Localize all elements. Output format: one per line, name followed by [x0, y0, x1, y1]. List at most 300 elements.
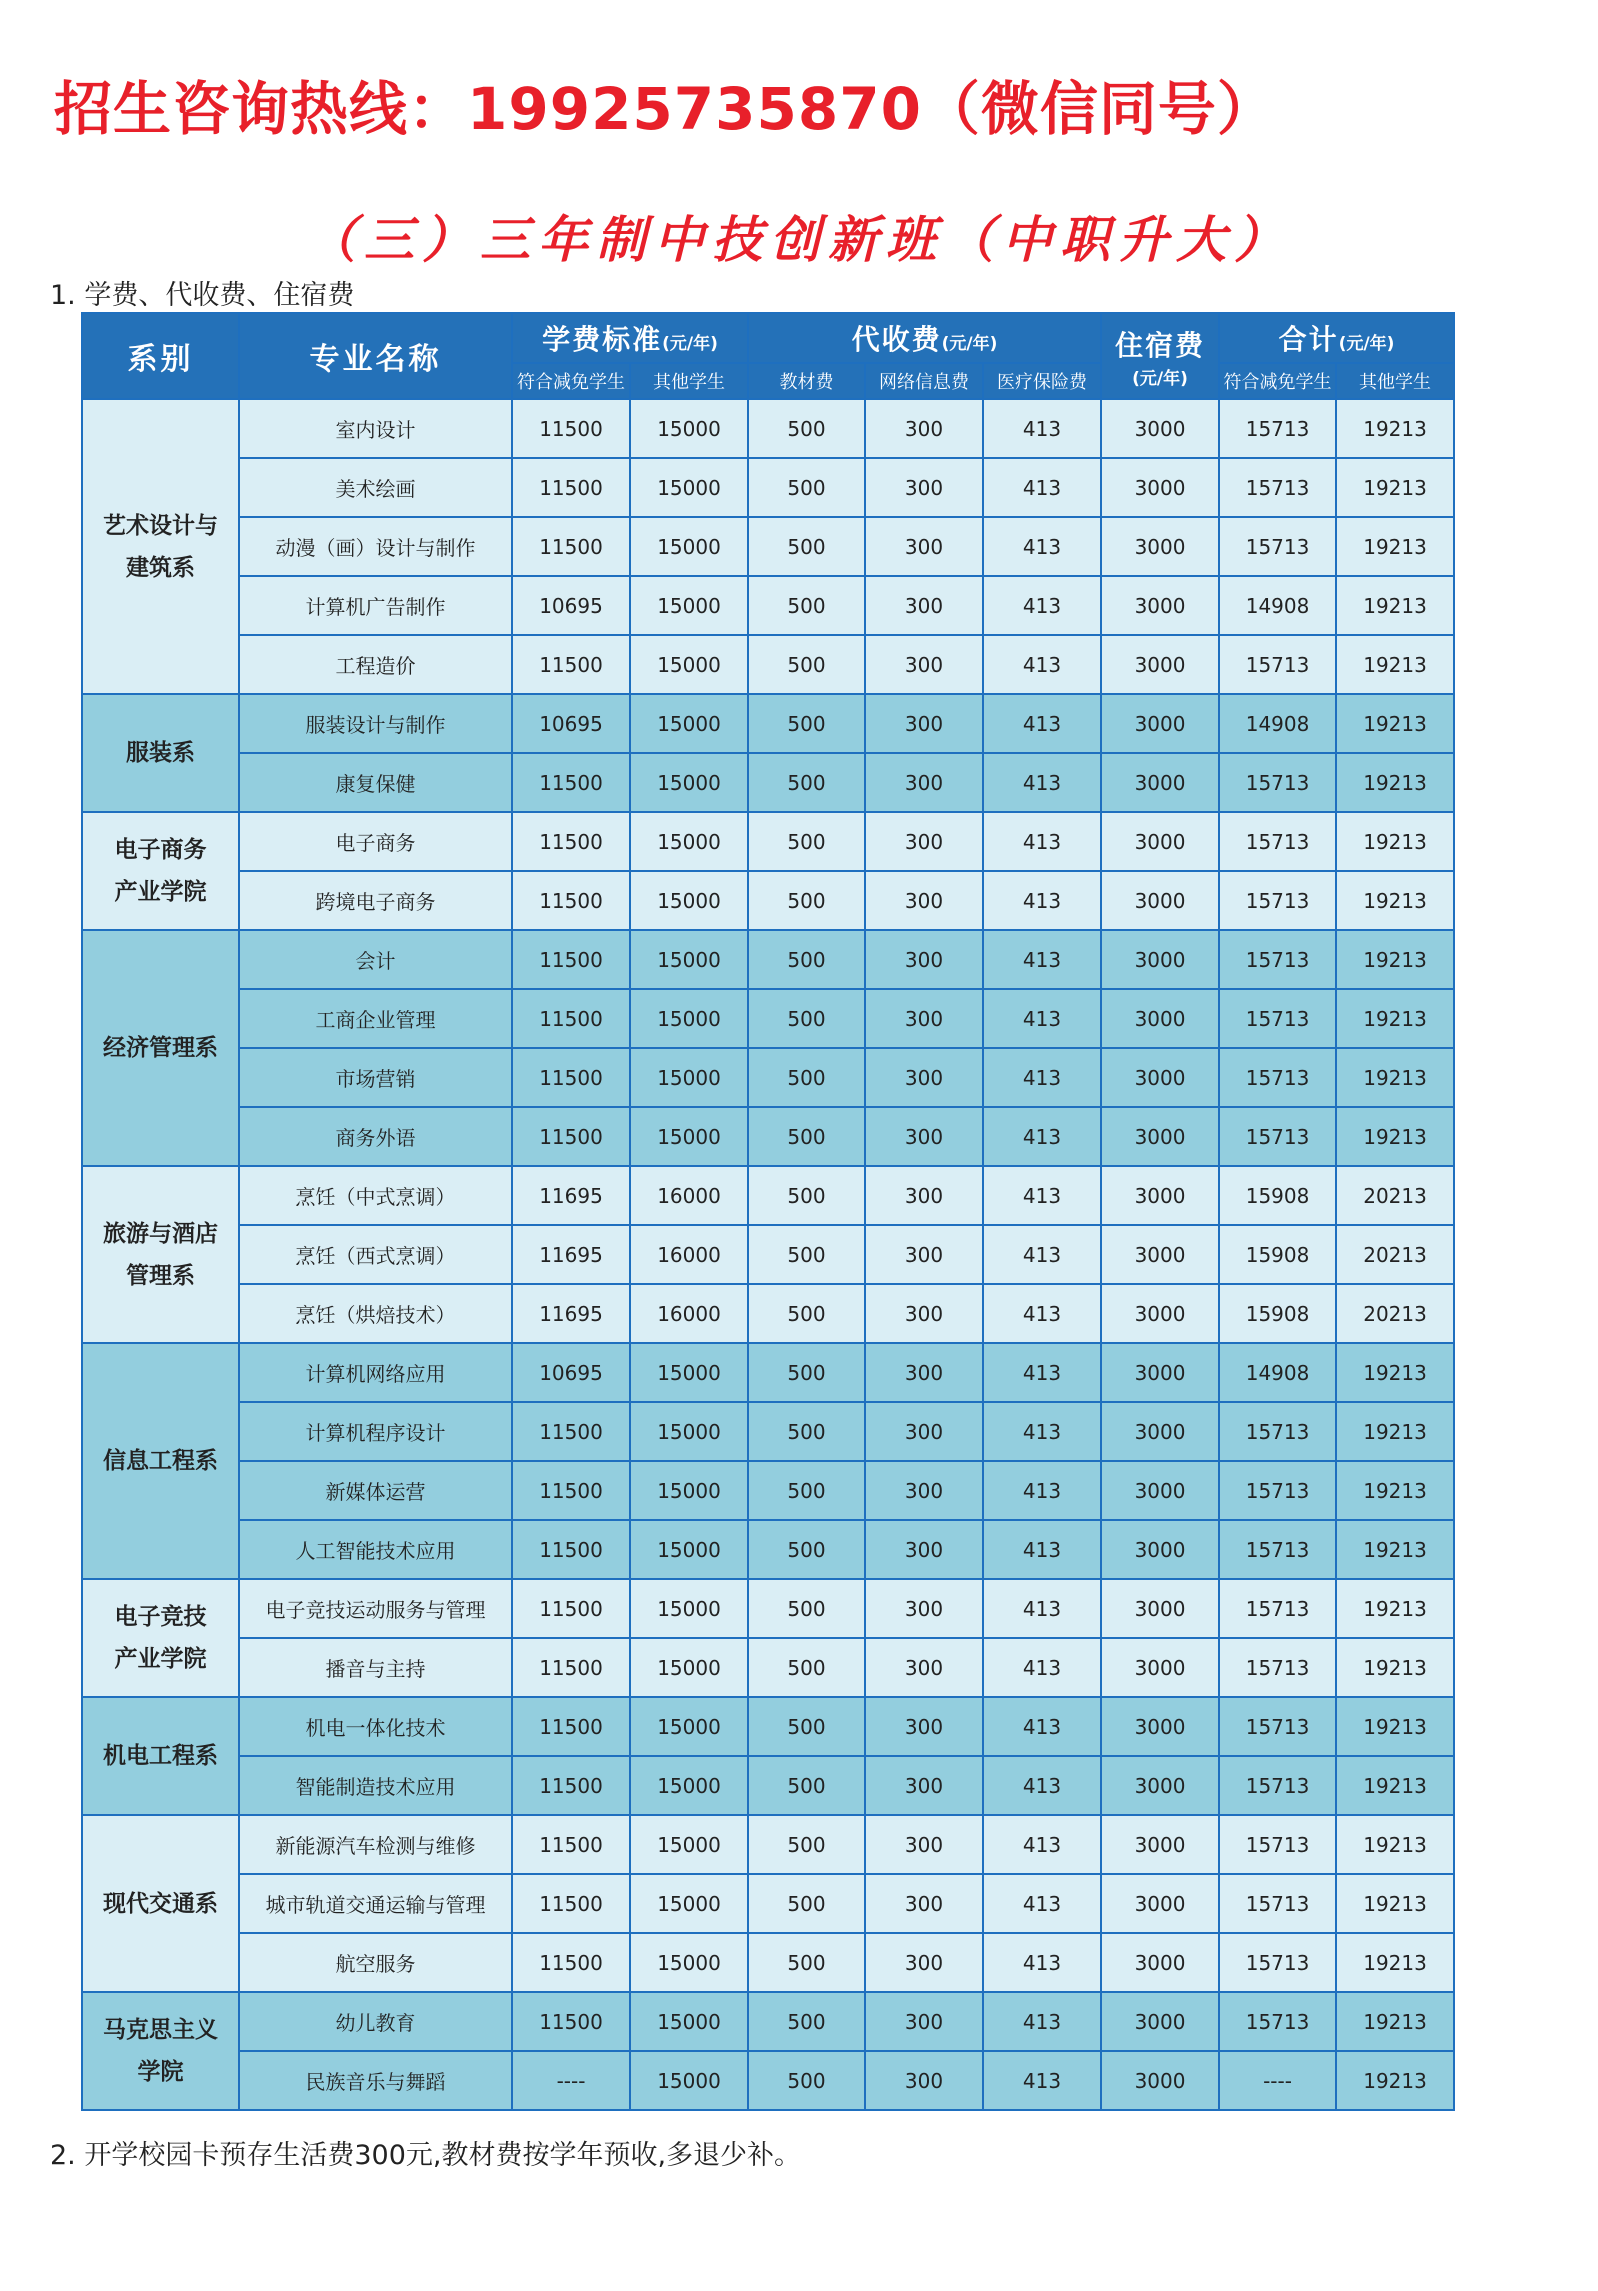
fee-cell: 500 [748, 871, 865, 930]
fee-cell: 413 [983, 989, 1101, 1048]
fee-cell: 15000 [630, 1343, 748, 1402]
fee-cell: 15000 [630, 1107, 748, 1166]
fee-cell: 413 [983, 1225, 1101, 1284]
fee-cell: 14908 [1219, 576, 1336, 635]
major-cell: 新能源汽车检测与维修 [239, 1815, 512, 1874]
fee-cell: 500 [748, 458, 865, 517]
major-cell: 机电一体化技术 [239, 1697, 512, 1756]
table-row [82, 1461, 1454, 1520]
table-row [82, 1697, 1454, 1756]
fee-cell: 19213 [1336, 1756, 1454, 1815]
fee-cell: 500 [748, 635, 865, 694]
fee-cell: 413 [983, 1166, 1101, 1225]
fee-cell: 500 [748, 812, 865, 871]
fee-cell: 19213 [1336, 1815, 1454, 1874]
fee-cell: 15713 [1219, 1461, 1336, 1520]
fee-cell: 19213 [1336, 1343, 1454, 1402]
fee-cell: 300 [865, 694, 983, 753]
fee-cell: 500 [748, 1638, 865, 1697]
dept-cell: 艺术设计与 建筑系 [82, 399, 239, 694]
fee-cell: 15000 [630, 1874, 748, 1933]
subheader-network-fee: 网络信息费 [865, 363, 983, 399]
fee-cell: 15908 [1219, 1225, 1336, 1284]
fee-cell: 15000 [630, 1402, 748, 1461]
fee-cell: 413 [983, 753, 1101, 812]
fee-cell: 11500 [512, 871, 630, 930]
fee-cell: 16000 [630, 1225, 748, 1284]
major-cell: 幼儿教育 [239, 1992, 512, 2051]
major-cell: 烹饪（中式烹调） [239, 1166, 512, 1225]
major-cell: 服装设计与制作 [239, 694, 512, 753]
fee-cell: 413 [983, 812, 1101, 871]
fee-cell: 413 [983, 1461, 1101, 1520]
fee-cell: 500 [748, 1579, 865, 1638]
fee-cell: 500 [748, 1933, 865, 1992]
fee-cell: 500 [748, 1992, 865, 2051]
fee-cell: 413 [983, 1579, 1101, 1638]
fee-cell: 413 [983, 1874, 1101, 1933]
fee-cell: 20213 [1336, 1225, 1454, 1284]
program-title: （三）三年制中技创新班（中职升大） [306, 211, 1292, 269]
fee-cell: 3000 [1101, 458, 1219, 517]
fee-cell: 300 [865, 635, 983, 694]
fee-cell: 19213 [1336, 576, 1454, 635]
table-row [82, 576, 1454, 635]
fee-cell: 300 [865, 871, 983, 930]
fee-cell: 500 [748, 1048, 865, 1107]
table-row [82, 1284, 1454, 1343]
fee-cell: 15713 [1219, 1815, 1336, 1874]
fee-cell: 15713 [1219, 635, 1336, 694]
fee-cell: 300 [865, 1992, 983, 2051]
fee-cell: 15000 [630, 694, 748, 753]
major-cell: 电子商务 [239, 812, 512, 871]
table-row [82, 1933, 1454, 1992]
major-cell: 电子竞技运动服务与管理 [239, 1579, 512, 1638]
fee-cell: 3000 [1101, 1284, 1219, 1343]
fee-cell: 3000 [1101, 930, 1219, 989]
fee-cell: 500 [748, 694, 865, 753]
major-cell: 会计 [239, 930, 512, 989]
fee-cell: 500 [748, 517, 865, 576]
fee-cell: 15000 [630, 1638, 748, 1697]
fee-cell: 3000 [1101, 1933, 1219, 1992]
fee-cell: 300 [865, 458, 983, 517]
fee-cell: 19213 [1336, 1992, 1454, 2051]
fee-cell: 500 [748, 1343, 865, 1402]
fee-cell: 413 [983, 1402, 1101, 1461]
fee-cell: 19213 [1336, 1107, 1454, 1166]
major-cell: 智能制造技术应用 [239, 1756, 512, 1815]
dept-cell: 信息工程系 [82, 1343, 239, 1579]
fee-cell: 3000 [1101, 1343, 1219, 1402]
table-row [82, 812, 1454, 871]
fee-cell: 11500 [512, 989, 630, 1048]
table-row [82, 1048, 1454, 1107]
table-row [82, 2051, 1454, 2110]
fee-cell: 500 [748, 1107, 865, 1166]
table-row [82, 1815, 1454, 1874]
fee-cell: 300 [865, 930, 983, 989]
fee-cell: 10695 [512, 694, 630, 753]
fee-cell: 11500 [512, 1874, 630, 1933]
fee-cell: 10695 [512, 576, 630, 635]
fee-cell: 300 [865, 1638, 983, 1697]
fee-cell: 300 [865, 517, 983, 576]
fee-cell: 500 [748, 2051, 865, 2110]
fee-cell: 300 [865, 1284, 983, 1343]
fee-cell: 413 [983, 1638, 1101, 1697]
fee-cell: 300 [865, 1697, 983, 1756]
table-row [82, 1756, 1454, 1815]
unit-label: (元/年) [662, 334, 718, 354]
fee-cell: 14908 [1219, 694, 1336, 753]
major-cell: 市场营销 [239, 1048, 512, 1107]
fee-cell: 11500 [512, 635, 630, 694]
fee-cell: 19213 [1336, 1874, 1454, 1933]
fee-cell: 19213 [1336, 458, 1454, 517]
subheader-textbook-fee: 教材费 [748, 363, 865, 399]
fee-cell: 500 [748, 576, 865, 635]
fee-cell: 413 [983, 1815, 1101, 1874]
header-dept: 系别 [82, 313, 239, 399]
major-cell: 跨境电子商务 [239, 871, 512, 930]
header-dorm-label: 住宿费 [1115, 328, 1206, 362]
fee-cell: 413 [983, 576, 1101, 635]
fee-cell: 15000 [630, 871, 748, 930]
fee-cell: 11500 [512, 1520, 630, 1579]
fee-cell: 413 [983, 458, 1101, 517]
fee-cell: 15000 [630, 517, 748, 576]
header-collect [748, 313, 1101, 363]
fee-cell: 300 [865, 1048, 983, 1107]
fee-cell: 3000 [1101, 1992, 1219, 2051]
fee-cell: 20213 [1336, 1166, 1454, 1225]
fee-cell: 19213 [1336, 871, 1454, 930]
fee-cell: 300 [865, 1461, 983, 1520]
fee-cell: 300 [865, 1933, 983, 1992]
fee-cell: 15000 [630, 753, 748, 812]
fee-cell: 15000 [630, 1048, 748, 1107]
fee-cell: 500 [748, 1874, 865, 1933]
fee-cell: 500 [748, 1225, 865, 1284]
fee-cell: 15713 [1219, 1697, 1336, 1756]
subheader-tuition-eligible: 符合减免学生 [512, 363, 630, 399]
fee-cell: 15000 [630, 576, 748, 635]
fee-cell: 15000 [630, 635, 748, 694]
major-cell: 人工智能技术应用 [239, 1520, 512, 1579]
table-row [82, 753, 1454, 812]
fee-cell: 10695 [512, 1343, 630, 1402]
fee-cell: 11500 [512, 1756, 630, 1815]
fee-cell: 413 [983, 1933, 1101, 1992]
fee-cell: 413 [983, 1697, 1101, 1756]
fee-cell: 11500 [512, 1048, 630, 1107]
fee-cell: 413 [983, 930, 1101, 989]
table-row [82, 1638, 1454, 1697]
table-row [82, 930, 1454, 989]
fee-cell: 413 [983, 871, 1101, 930]
subheader-tuition-other: 其他学生 [630, 363, 748, 399]
note-2: 2. 开学校园卡预存生活费300元,教材费按学年预收,多退少补。 [50, 2140, 802, 2171]
table-row [82, 1874, 1454, 1933]
major-cell: 商务外语 [239, 1107, 512, 1166]
fee-cell: 19213 [1336, 1520, 1454, 1579]
fee-cell: 15713 [1219, 812, 1336, 871]
major-cell: 城市轨道交通运输与管理 [239, 1874, 512, 1933]
table-row [82, 1520, 1454, 1579]
header-major: 专业名称 [239, 313, 512, 399]
major-cell: 计算机广告制作 [239, 576, 512, 635]
fee-cell: 500 [748, 1402, 865, 1461]
fee-cell: 15000 [630, 399, 748, 458]
fee-cell: 15713 [1219, 1048, 1336, 1107]
fee-cell: 300 [865, 1874, 983, 1933]
fee-cell: 15713 [1219, 1992, 1336, 2051]
fee-cell: 3000 [1101, 1756, 1219, 1815]
fee-cell: 413 [983, 1992, 1101, 2051]
table-row [82, 694, 1454, 753]
fee-table [81, 312, 1455, 2111]
fee-cell: 300 [865, 1107, 983, 1166]
fee-cell: 15000 [630, 1992, 748, 2051]
fee-cell: 300 [865, 1815, 983, 1874]
major-cell: 美术绘画 [239, 458, 512, 517]
table-row [82, 1107, 1454, 1166]
major-cell: 民族音乐与舞蹈 [239, 2051, 512, 2110]
fee-cell: 19213 [1336, 812, 1454, 871]
fee-cell: 15713 [1219, 753, 1336, 812]
fee-cell: 3000 [1101, 812, 1219, 871]
fee-cell: 19213 [1336, 1402, 1454, 1461]
table-row [82, 635, 1454, 694]
unit-label: (元/年) [941, 334, 998, 354]
header-tuition [512, 313, 748, 363]
section-1-label: 1. 学费、代收费、住宿费 [50, 280, 355, 311]
fee-cell: 300 [865, 753, 983, 812]
fee-cell: 3000 [1101, 517, 1219, 576]
fee-cell: 3000 [1101, 635, 1219, 694]
dept-cell: 现代交通系 [82, 1815, 239, 1992]
table-row [82, 1992, 1454, 2051]
fee-cell: 413 [983, 1048, 1101, 1107]
subheader-total-other: 其他学生 [1336, 363, 1454, 399]
fee-cell: 500 [748, 930, 865, 989]
fee-cell: 413 [983, 2051, 1101, 2110]
fee-cell: 15713 [1219, 989, 1336, 1048]
fee-cell: 11500 [512, 1815, 630, 1874]
fee-cell: 500 [748, 1697, 865, 1756]
fee-cell: 15713 [1219, 930, 1336, 989]
table-row [82, 1166, 1454, 1225]
major-cell: 新媒体运营 [239, 1461, 512, 1520]
fee-cell: 15000 [630, 930, 748, 989]
fee-cell: 11500 [512, 753, 630, 812]
fee-cell: 19213 [1336, 399, 1454, 458]
fee-cell: 3000 [1101, 1402, 1219, 1461]
fee-cell: 15713 [1219, 1579, 1336, 1638]
fee-cell: 11695 [512, 1225, 630, 1284]
fee-cell: 15713 [1219, 871, 1336, 930]
fee-cell: 300 [865, 989, 983, 1048]
fee-cell: 3000 [1101, 1048, 1219, 1107]
fee-cell: 3000 [1101, 1107, 1219, 1166]
fee-cell: 413 [983, 1107, 1101, 1166]
fee-cell: 500 [748, 1461, 865, 1520]
major-cell: 计算机程序设计 [239, 1402, 512, 1461]
fee-cell: 16000 [630, 1284, 748, 1343]
fee-cell: 11500 [512, 1992, 630, 2051]
fee-cell: 11500 [512, 1107, 630, 1166]
dept-cell: 机电工程系 [82, 1697, 239, 1815]
fee-cell: 300 [865, 812, 983, 871]
fee-cell: 11695 [512, 1166, 630, 1225]
fee-cell: 11500 [512, 1461, 630, 1520]
fee-cell: 15000 [630, 1461, 748, 1520]
header-collect-label: 代收费 [851, 323, 942, 356]
fee-cell: 15000 [630, 1520, 748, 1579]
fee-cell: 500 [748, 1815, 865, 1874]
dept-cell: 马克思主义 学院 [82, 1992, 239, 2110]
fee-cell: 3000 [1101, 1461, 1219, 1520]
fee-cell: 15713 [1219, 1874, 1336, 1933]
major-cell: 烹饪（烘焙技术） [239, 1284, 512, 1343]
fee-cell: 19213 [1336, 1461, 1454, 1520]
fee-cell: 15713 [1219, 1107, 1336, 1166]
table-row [82, 1225, 1454, 1284]
fee-cell: 11695 [512, 1284, 630, 1343]
fee-cell: 3000 [1101, 989, 1219, 1048]
table-row [82, 517, 1454, 576]
fee-cell: 19213 [1336, 1579, 1454, 1638]
table-row [82, 399, 1454, 458]
fee-cell: 11500 [512, 458, 630, 517]
major-cell: 康复保健 [239, 753, 512, 812]
fee-cell: 413 [983, 1343, 1101, 1402]
fee-cell: 300 [865, 1166, 983, 1225]
fee-cell: 14908 [1219, 1343, 1336, 1402]
major-cell: 播音与主持 [239, 1638, 512, 1697]
unit-label: (元/年) [1132, 368, 1188, 389]
fee-cell: 3000 [1101, 1579, 1219, 1638]
major-cell: 工程造价 [239, 635, 512, 694]
dept-cell: 经济管理系 [82, 930, 239, 1166]
fee-cell: 11500 [512, 1579, 630, 1638]
fee-cell: 500 [748, 399, 865, 458]
fee-cell: 15000 [630, 812, 748, 871]
fee-cell: 300 [865, 1520, 983, 1579]
fee-cell: ---- [1219, 2051, 1336, 2110]
fee-cell: 3000 [1101, 1520, 1219, 1579]
fee-cell: 413 [983, 635, 1101, 694]
fee-cell: 3000 [1101, 576, 1219, 635]
fee-cell: 3000 [1101, 1166, 1219, 1225]
fee-cell: 413 [983, 1284, 1101, 1343]
fee-cell: 3000 [1101, 1815, 1219, 1874]
fee-cell: 3000 [1101, 694, 1219, 753]
fee-cell: 11500 [512, 1638, 630, 1697]
table-row [82, 1579, 1454, 1638]
fee-cell: 19213 [1336, 1638, 1454, 1697]
fee-cell: 3000 [1101, 871, 1219, 930]
fee-cell: 11500 [512, 812, 630, 871]
fee-cell: 11500 [512, 1402, 630, 1461]
fee-cell: ---- [512, 2051, 630, 2110]
fee-cell: 3000 [1101, 2051, 1219, 2110]
fee-cell: 11500 [512, 930, 630, 989]
fee-cell: 15713 [1219, 1638, 1336, 1697]
fee-cell: 11500 [512, 399, 630, 458]
fee-cell: 19213 [1336, 930, 1454, 989]
fee-cell: 11500 [512, 517, 630, 576]
fee-cell: 20213 [1336, 1284, 1454, 1343]
fee-cell: 15713 [1219, 399, 1336, 458]
fee-cell: 19213 [1336, 2051, 1454, 2110]
fee-cell: 15000 [630, 2051, 748, 2110]
header-total [1219, 313, 1454, 363]
hotline-heading: 招生咨询热线：19925735870（微信同号） [54, 75, 1276, 143]
table-row [82, 989, 1454, 1048]
fee-cell: 300 [865, 1579, 983, 1638]
fee-cell: 500 [748, 1520, 865, 1579]
fee-cell: 3000 [1101, 1638, 1219, 1697]
fee-cell: 19213 [1336, 694, 1454, 753]
fee-cell: 19213 [1336, 753, 1454, 812]
header-tuition-label: 学费标准 [542, 323, 663, 356]
fee-cell: 15000 [630, 1933, 748, 1992]
fee-cell: 500 [748, 1166, 865, 1225]
fee-cell: 300 [865, 1343, 983, 1402]
fee-cell: 300 [865, 1225, 983, 1284]
dept-cell: 电子商务 产业学院 [82, 812, 239, 930]
unit-label: (元/年) [1338, 334, 1395, 354]
fee-cell: 3000 [1101, 399, 1219, 458]
table-row [82, 1343, 1454, 1402]
fee-cell: 19213 [1336, 1048, 1454, 1107]
fee-cell: 15908 [1219, 1166, 1336, 1225]
fee-cell: 413 [983, 517, 1101, 576]
fee-cell: 413 [983, 1756, 1101, 1815]
major-cell: 动漫（画）设计与制作 [239, 517, 512, 576]
fee-cell: 15000 [630, 1815, 748, 1874]
fee-cell: 15000 [630, 1579, 748, 1638]
fee-cell: 300 [865, 399, 983, 458]
fee-cell: 15000 [630, 1697, 748, 1756]
dept-cell: 服装系 [82, 694, 239, 812]
subheader-total-eligible: 符合减免学生 [1219, 363, 1336, 399]
fee-cell: 300 [865, 576, 983, 635]
major-cell: 航空服务 [239, 1933, 512, 1992]
fee-cell: 3000 [1101, 1225, 1219, 1284]
fee-cell: 413 [983, 1520, 1101, 1579]
dept-cell: 电子竞技 产业学院 [82, 1579, 239, 1697]
fee-cell: 300 [865, 1756, 983, 1815]
fee-cell: 19213 [1336, 517, 1454, 576]
fee-cell: 413 [983, 399, 1101, 458]
fee-cell: 500 [748, 989, 865, 1048]
fee-cell: 11500 [512, 1697, 630, 1756]
fee-cell: 15713 [1219, 458, 1336, 517]
fee-cell: 19213 [1336, 989, 1454, 1048]
major-cell: 工商企业管理 [239, 989, 512, 1048]
subheader-medical-insurance: 医疗保险费 [983, 363, 1101, 399]
fee-cell: 15713 [1219, 1520, 1336, 1579]
fee-cell: 500 [748, 753, 865, 812]
fee-cell: 19213 [1336, 635, 1454, 694]
table-row [82, 1402, 1454, 1461]
fee-cell: 15713 [1219, 1756, 1336, 1815]
fee-cell: 3000 [1101, 1697, 1219, 1756]
